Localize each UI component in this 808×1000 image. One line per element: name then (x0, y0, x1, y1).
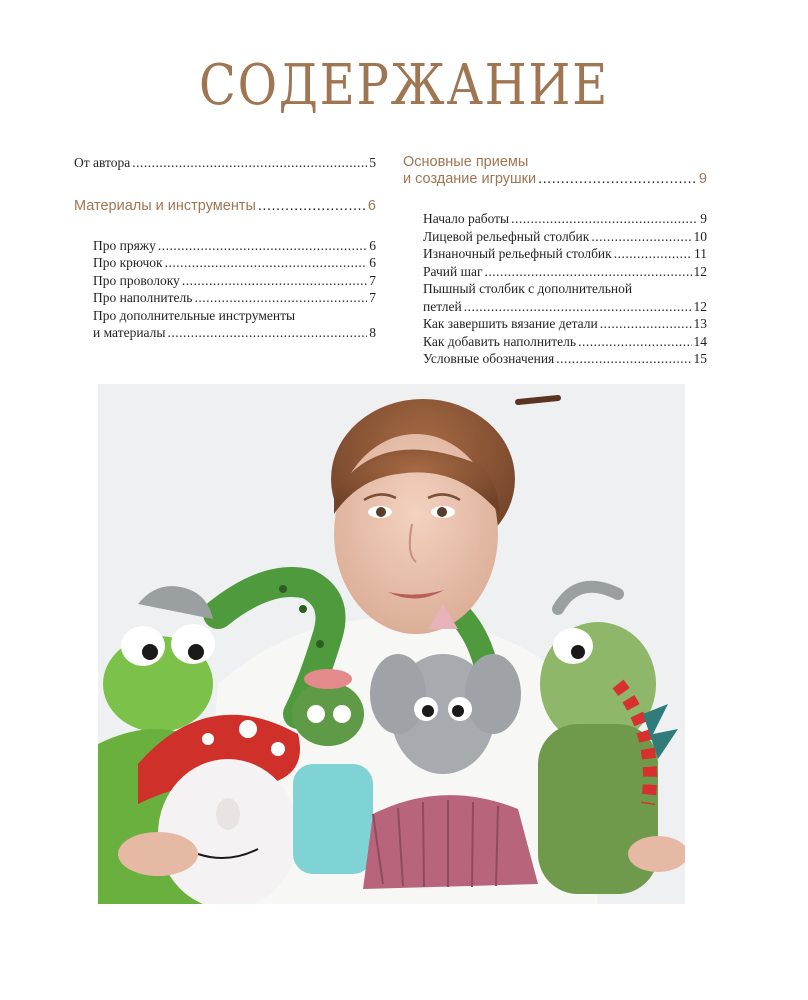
toc-entry-page: 14 (693, 333, 707, 349)
toc-section-techniques[interactable] (403, 154, 707, 188)
toc-entry-page: 12 (693, 263, 707, 279)
toc-entry-label: Про проволоку (93, 272, 180, 288)
dot-leader (464, 298, 692, 316)
author-photo (98, 384, 685, 904)
toc-entry-page: 7 (369, 272, 376, 288)
toc-entry-multiline[interactable] (74, 307, 376, 342)
toc-entry[interactable] (403, 245, 707, 263)
toc-entry[interactable] (403, 228, 707, 246)
toc-entry-page: 7 (369, 290, 376, 305)
toc-entry-label: От автора (74, 155, 131, 170)
toc-entry-label-line1: Пышный столбик с дополнительной (423, 281, 633, 296)
toc-entry-page: 12 (693, 298, 707, 314)
dot-leader (165, 254, 368, 272)
toc-entry-label-line2: петлей (423, 298, 462, 314)
dot-leader (578, 333, 691, 351)
dot-leader (511, 210, 698, 228)
toc-right-column (403, 154, 707, 368)
toc-section-materials[interactable] (74, 198, 376, 215)
toc-entry-page: 13 (693, 316, 707, 331)
page-title: СОДЕРЖАНИЕ (198, 53, 609, 118)
toc-entry-label: Лицевой рельефный столбик (423, 228, 590, 244)
dot-leader (158, 237, 367, 255)
dot-leader (614, 245, 692, 263)
toc-section-label: Материалы и инструменты (74, 197, 256, 214)
toc-entry-author[interactable] (74, 154, 376, 172)
toc-entry-label: Про крючок (93, 255, 163, 270)
toc-entry[interactable] (403, 315, 707, 333)
dot-leader (182, 272, 367, 290)
toc-entry-page: 8 (369, 325, 376, 340)
dot-leader (538, 171, 697, 188)
dot-leader (485, 263, 692, 281)
toc-entry-label: Условные обозначения (423, 351, 555, 366)
toc-entry-label: Начало работы (423, 211, 510, 226)
toc-entry[interactable] (403, 333, 707, 351)
dot-leader (591, 228, 691, 246)
toc-entry-label: Изнаночный рельефный столбик (423, 246, 612, 261)
toc-entry-label-line2: и материалы (93, 325, 166, 340)
toc-entry-page: 6 (369, 237, 376, 253)
toc-entry-label: Про пряжу (93, 237, 156, 253)
toc-entry-multiline[interactable] (403, 280, 707, 315)
toc-entry-label: Как добавить наполнитель (423, 333, 577, 349)
photo-illustration (98, 384, 685, 904)
dot-leader (194, 289, 367, 307)
toc-entry-label: Про наполнитель (93, 290, 193, 305)
toc-entry-page: 6 (369, 255, 376, 270)
toc-entry-page: 15 (693, 351, 707, 366)
dot-leader (258, 198, 366, 215)
toc-section-label-line1: Основные приемы (403, 154, 529, 170)
toc-entry-page: 11 (694, 246, 707, 261)
toc-entry[interactable] (403, 210, 707, 228)
toc-section-page: 6 (367, 197, 376, 214)
toc-entry-page: 10 (693, 228, 707, 244)
toc-section-label-line2: и создание игрушки (403, 171, 537, 187)
toc-entry[interactable] (74, 237, 376, 255)
toc-entry-page: 5 (369, 155, 376, 170)
toc-entry-page: 9 (700, 211, 707, 226)
dot-leader (556, 350, 691, 368)
toc-entry[interactable] (74, 254, 376, 272)
toc-entry[interactable] (403, 263, 707, 281)
toc-left-column (74, 154, 376, 342)
toc-entry-label: Как завершить вязание детали (423, 316, 598, 331)
toc-section-page: 9 (698, 171, 707, 187)
toc-entry[interactable] (403, 350, 707, 368)
dot-leader (132, 154, 367, 172)
dot-leader (167, 324, 367, 342)
dot-leader (600, 315, 692, 333)
toc-entry-label-line1: Про дополнительные инструменты (93, 307, 296, 323)
toc-entry[interactable] (74, 272, 376, 290)
toc-entry-label: Рачий шаг (423, 263, 483, 279)
toc-entry[interactable] (74, 289, 376, 307)
